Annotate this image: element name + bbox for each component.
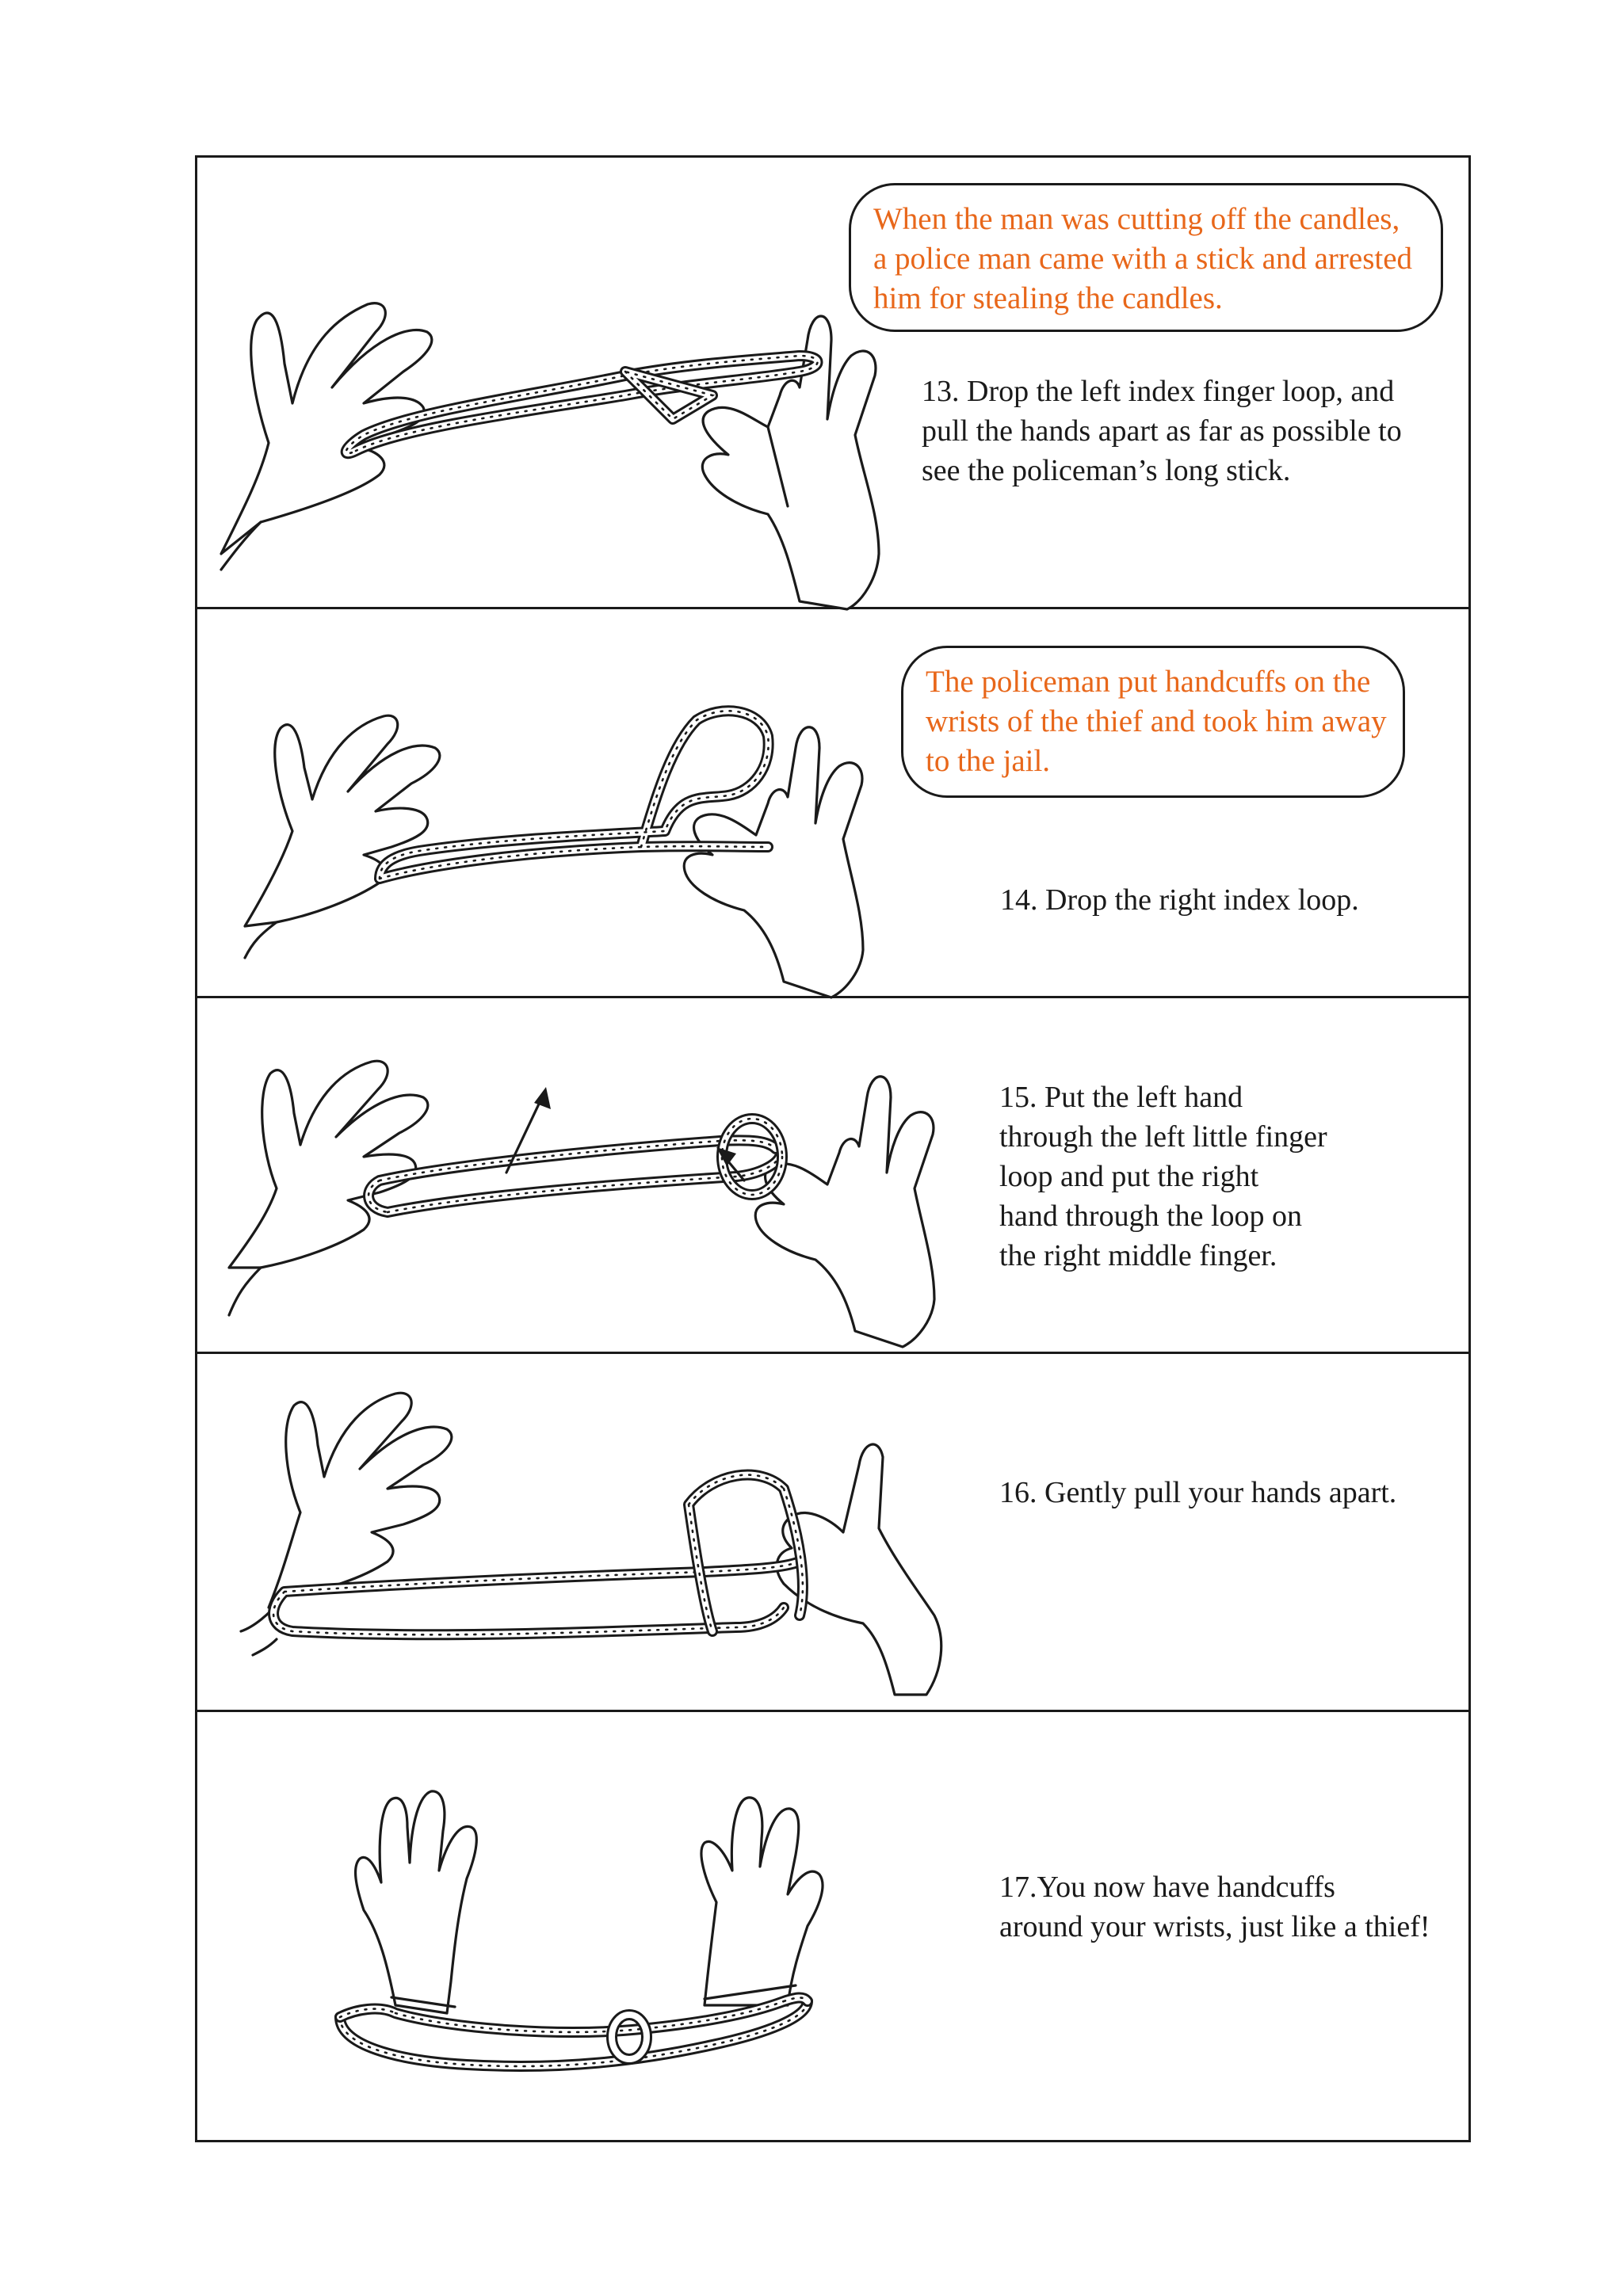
instruction-line: around your wrists, just like a thief! xyxy=(999,1910,1430,1943)
narrative-line: a police man came with a stick and arrested xyxy=(873,242,1413,276)
narrative-line: The policeman put handcuffs on the xyxy=(926,665,1371,699)
instruction-line: pull the hands apart as far as possible to xyxy=(922,414,1402,448)
narrative-bubble-13 xyxy=(849,183,1443,332)
narrative-line: wrists of the thief and took him away xyxy=(926,704,1387,738)
narrative-line: to the jail. xyxy=(926,744,1051,778)
instruction-line: 15. Put the left hand xyxy=(999,1081,1243,1114)
instruction-line: 16. Gently pull your hands apart. xyxy=(999,1476,1397,1509)
narrative-line: him for stealing the candles. xyxy=(873,281,1223,315)
narrative-line: When the man was cutting off the candles, xyxy=(873,202,1400,236)
instruction-text-14 xyxy=(1000,880,1359,920)
step-panel-15 xyxy=(197,998,1468,1354)
hands-string-figure-icon xyxy=(197,609,1022,998)
instruction-line: through the left little finger xyxy=(999,1120,1327,1154)
instruction-text-17 xyxy=(999,1867,1430,1947)
instruction-text-16 xyxy=(999,1473,1396,1512)
instruction-text-15 xyxy=(999,1077,1327,1276)
instruction-line: the right middle finger. xyxy=(999,1239,1277,1272)
instruction-sheet xyxy=(195,155,1471,2142)
step-panel-17 xyxy=(197,1712,1468,2140)
instruction-line: hand through the loop on xyxy=(999,1199,1303,1233)
hands-string-figure-icon xyxy=(197,998,1022,1354)
instruction-text-13 xyxy=(922,372,1402,490)
step-panel-14 xyxy=(197,609,1468,998)
instruction-line: loop and put the right xyxy=(999,1160,1259,1193)
step-panel-13 xyxy=(197,158,1468,609)
instruction-line: 17.You now have handcuffs xyxy=(999,1871,1335,1904)
handcuffed-wrists-icon xyxy=(197,1712,1022,2140)
step-panel-16 xyxy=(197,1354,1468,1712)
narrative-bubble-14 xyxy=(901,646,1405,798)
instruction-line: 14. Drop the right index loop. xyxy=(1000,883,1359,917)
instruction-line: see the policeman’s long stick. xyxy=(922,454,1291,487)
instruction-line: 13. Drop the left index finger loop, and xyxy=(922,375,1395,408)
hands-string-figure-icon xyxy=(197,1354,1022,1712)
